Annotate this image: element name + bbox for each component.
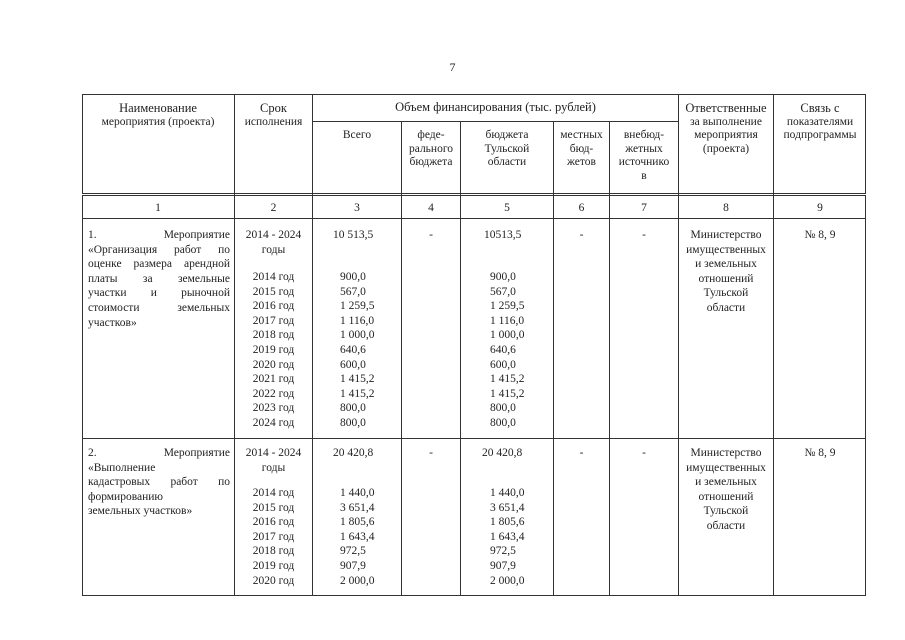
row-2-local: - (579, 447, 584, 459)
row-2-total-by-year: 1 440,0 3 651,4 1 805,6 1 643,4 972,5 907,9 2 000,0 (340, 487, 375, 587)
col-number: 9 (817, 202, 823, 214)
header-responsible: Ответственные за выполнение мероприятия (проекта) (685, 101, 767, 155)
col-number: 1 (155, 202, 161, 214)
row-2-link: № 8, 9 (804, 447, 836, 459)
col-number: 8 (723, 202, 729, 214)
row-1-responsible: Министерство имущественных и земельных отношений Тульской области (686, 229, 766, 314)
row-2-period: 2014 - 2024 годы (245, 447, 302, 474)
row-2-regional-by-year: 1 440,0 3 651,4 1 805,6 1 643,4 972,5 907,9 2 000,0 (490, 487, 525, 587)
row-1-period: 2014 - 2024 годы (245, 229, 302, 256)
row-1-name: 1. Мероприятие «Организация работ по оценке размера арендной платы за земельные участки и рыночной стоимости земельных участков» (88, 229, 230, 329)
row-2-total: 20 420,8 (333, 447, 374, 459)
col-number: 4 (428, 202, 434, 214)
row-1-years: 2014 год 2015 год 2016 год 2017 год 2018 год 2019 год 2020 год 2021 год 2022 год 2023 год 2024 год (252, 271, 295, 429)
row-1-link: № 8, 9 (804, 229, 836, 241)
row-1-local: - (579, 229, 584, 241)
header-federal: феде- рального бюджета (408, 129, 454, 169)
header-regional: бюджета Тульской области (484, 129, 530, 169)
col-number: 7 (641, 202, 647, 214)
col-number: 3 (354, 202, 360, 214)
row-1-regional-by-year: 900,0 567,0 1 259,5 1 116,0 1 000,0 640,6 600,0 1 415,2 1 415,2 800,0 800,0 (490, 271, 525, 429)
header-name: Наименование мероприятия (проекта) (101, 101, 215, 128)
row-2-responsible: Министерство имущественных и земельных отношений Тульской области (686, 447, 766, 532)
row-1-total-by-year: 900,0 567,0 1 259,5 1 116,0 1 000,0 640,6 600,0 1 415,2 1 415,2 800,0 800,0 (340, 271, 375, 429)
row-2-name: 2. Мероприятие «Выполнение кадастровых работ по формированию земельных участков» (88, 447, 230, 518)
row-2-years: 2014 год 2015 год 2016 год 2017 год 2018 год 2019 год 2020 год (252, 487, 295, 587)
row-1-federal: - (429, 229, 433, 241)
col-number: 6 (578, 202, 585, 214)
row-2-federal: - (429, 447, 433, 459)
col-number: 2 (270, 202, 277, 214)
row-2-extra: - (642, 447, 646, 459)
row-1-extra: - (642, 229, 646, 241)
header-link: Связь с показателями подпрограммы (783, 101, 857, 142)
financing-table (82, 94, 866, 596)
header-local: местных бюд- жетов (560, 129, 603, 169)
header-financing: Объем финансирования (тыс. рублей) (395, 100, 596, 114)
header-term: Срок исполнения (244, 101, 303, 128)
header-extra: внебюд- жетных источнико в (618, 129, 670, 182)
col-number: 5 (504, 202, 510, 214)
row-1-total: 10 513,5 (333, 229, 374, 241)
row-2-regional: 20 420,8 (482, 447, 523, 459)
row-1-regional: 10513,5 (484, 229, 522, 241)
page-number: 7 (449, 60, 456, 74)
header-total: Всего (342, 129, 372, 141)
